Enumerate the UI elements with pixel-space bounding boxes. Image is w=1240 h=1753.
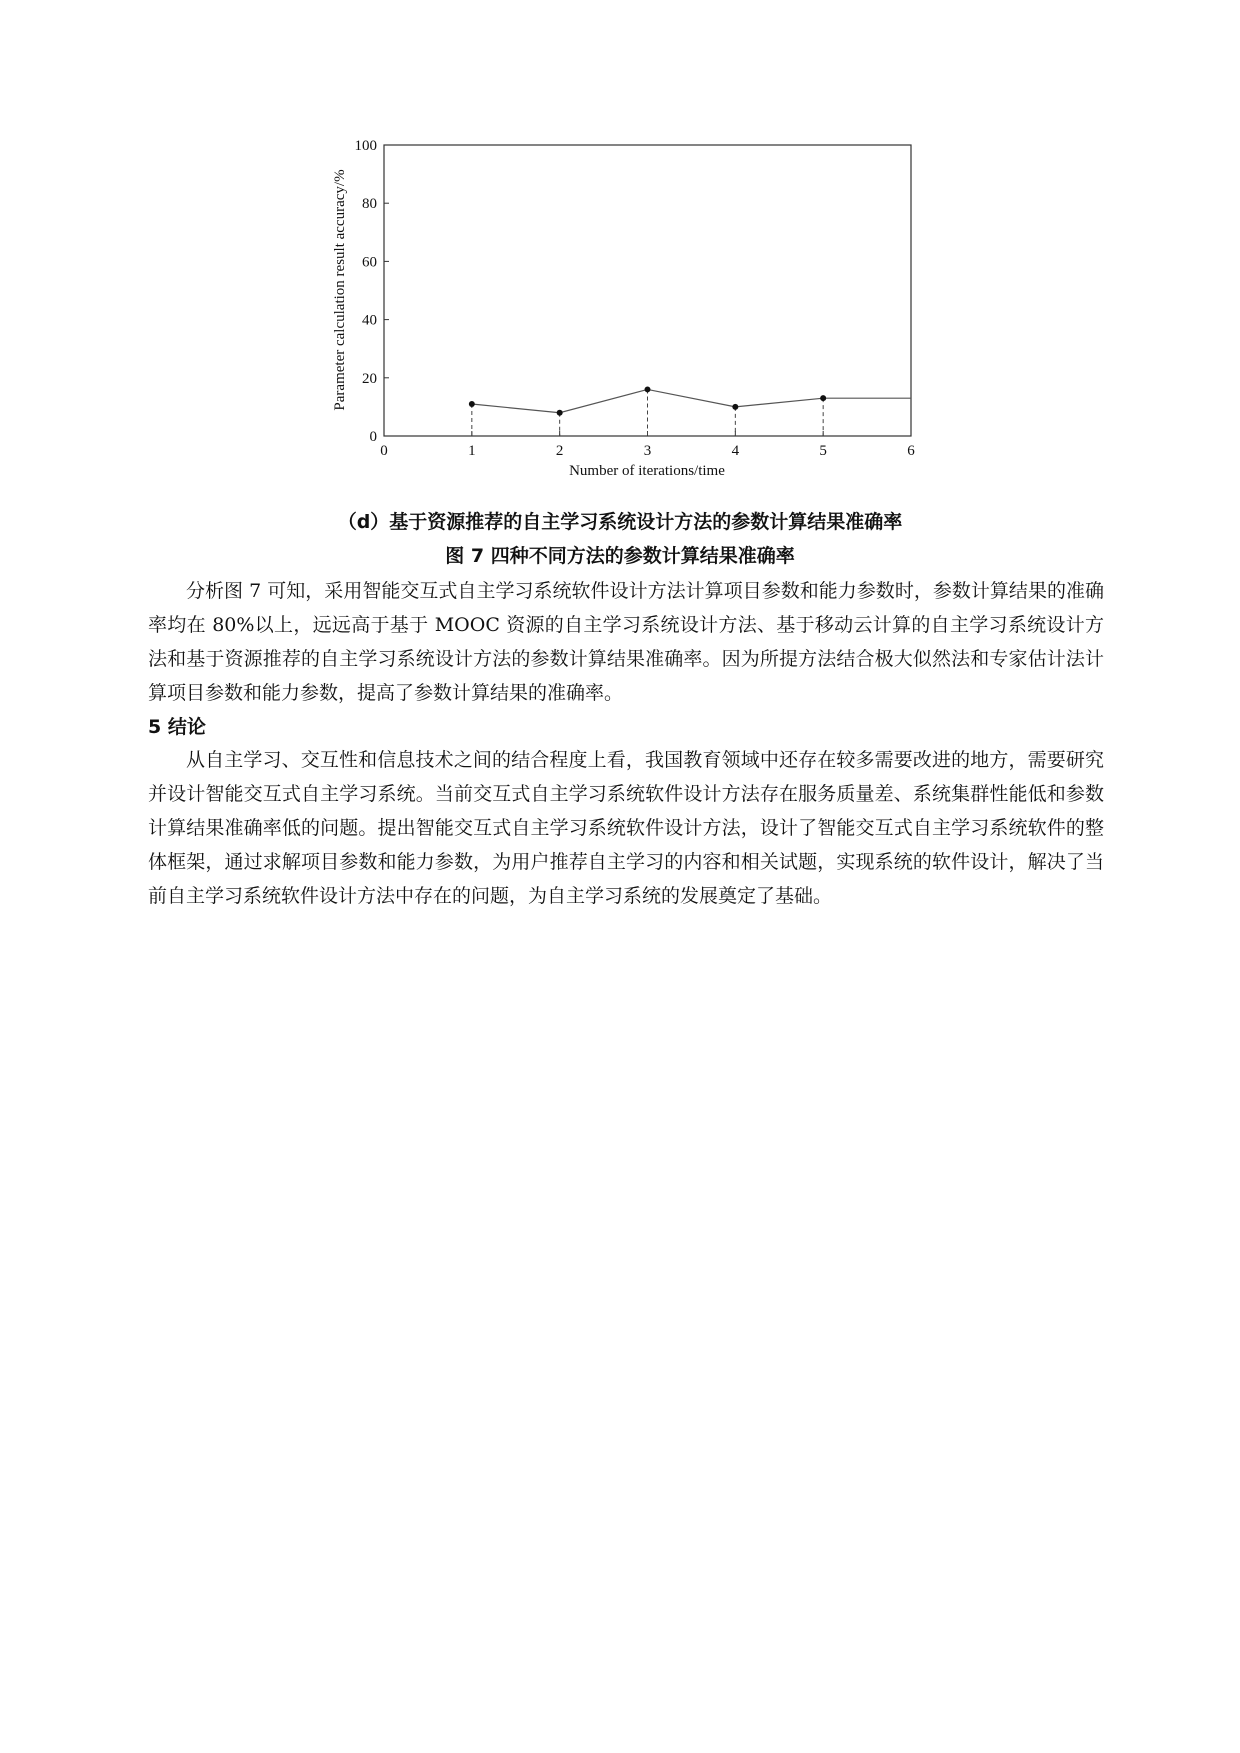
- x-tick-label: 1: [468, 443, 476, 459]
- y-tick-label: 40: [362, 312, 377, 329]
- data-point: [645, 386, 651, 392]
- series-line: [472, 389, 911, 412]
- y-tick-label: 100: [354, 138, 377, 154]
- tick-layer: [355, 138, 916, 459]
- x-tick-label: 2: [555, 443, 564, 459]
- data-point: [732, 404, 738, 410]
- figure-caption: 图 7 四种不同方法的参数计算结果准确率: [445, 545, 795, 567]
- body-paragraph-1-container: [148, 574, 1104, 710]
- y-axis-label: Parameter calculation result accuracy/%: [332, 169, 348, 411]
- data-point: [469, 401, 475, 407]
- accuracy-line-chart: [300, 120, 940, 500]
- series-layer: [469, 386, 911, 415]
- x-tick-label: 0: [380, 443, 388, 459]
- y-tick-label: 80: [362, 196, 377, 213]
- x-tick-label: 4: [731, 443, 740, 459]
- y-tick-label: 20: [362, 370, 377, 387]
- section-heading-conclusion: 5 结论: [148, 716, 206, 738]
- chart-canvas: [300, 120, 940, 500]
- body-paragraph-2: 从自主学习、交互性和信息技术之间的结合程度上看，我国教育领域中还存在较多需要改进的地方，需要研究并设计智能交互式自主学习系统。当前交互式自主学习系统软件设计方法存在服务质量差、系统集群性能低和参数计算结果准确率低的问题。提出智能交互式自主学习系统软件设计方法，设计了智能交互式自主学习系统软件的整体框架，通过求解项目参数和能力参数，为用户推荐自主学习的内容和相关试题，实现系统的软件设计，解决了当前自主学习系统软件设计方法中存在的问题，为自主学习系统的发展奠定了基础。: [148, 749, 1104, 907]
- x-axis-label: Number of iterations/time: [569, 463, 725, 479]
- figure-subcaption: （d）基于资源推荐的自主学习系统设计方法的参数计算结果准确率: [337, 511, 903, 533]
- x-tick-label: 6: [907, 443, 915, 459]
- drop-lines-layer: [472, 389, 823, 436]
- x-tick-label: 5: [819, 443, 827, 459]
- body-paragraph-1: 分析图 7 可知，采用智能交互式自主学习系统软件设计方法计算项目参数和能力参数时，参数计算结果的准确率均在 80%以上，远远高于基于 MOOC 资源的自主学习系统设计方法、基于移动云计算的自主学习系统设计方法和基于资源推荐的自主学习系统设计方法的参数计算结果准确率。因为所提方法结合极大似然法和专家估计法计算项目参数和能力参数，提高了参数计算结果的准确率。: [148, 580, 1104, 704]
- data-point: [557, 410, 563, 416]
- x-tick-label: 3: [643, 443, 652, 459]
- data-point: [820, 395, 826, 401]
- y-tick-label: 0: [369, 429, 377, 445]
- body-paragraph-2-container: [148, 743, 1104, 913]
- y-tick-label: 60: [362, 254, 377, 271]
